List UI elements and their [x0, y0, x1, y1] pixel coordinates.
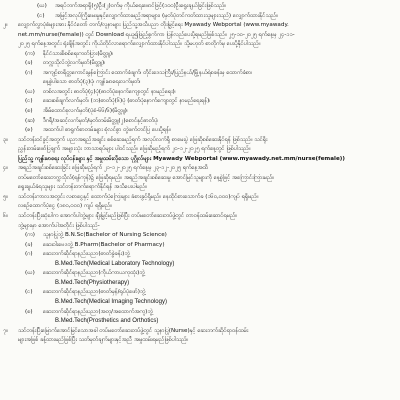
text-line — [0, 279, 400, 289]
text-line — [0, 97, 400, 107]
text-line — [0, 12, 400, 22]
line-text: လျှောက်လွှာပုံစံများအား နိုင်ငံတော် တက်/လူနာများ ပြည်သူ့အသိပညာ တိုးမြှင့်ရေး Myawady Webportal (www.myawady. — [18, 22, 289, 29]
line-text: သင်တန်းပြီးမြောက်အောင်မြင်သောအခါ တပ်မတော်ဆေးတပ်ဖွဲ့တွင် သူနာပြု(Nurse)နှင့် ဆေးဘက်ဆိုင်ရာဝန်ထမ်း — [18, 327, 249, 334]
text-line — [0, 250, 400, 260]
line-text: တပ်မတော်ဆေးတက္ကသိုလ်(ရန်ကုန်)၌ ဖြေဆိုရမည်။ အရည်အချင်းစစ်ဆေးမှု အောင်မြင်သူများကို နေ့စွဲဖြင့် အကြောင်းကြားမည်။ — [18, 174, 275, 181]
line-label: (စ) — [25, 108, 33, 115]
line-label: ၇။ — [3, 327, 8, 334]
text-line — [0, 212, 400, 222]
text-line — [0, 145, 400, 155]
line-text: များအဖြစ် ခန့်ထားမည်ဖြစ်ပြီး သတ်မှတ်ချက်များနှင့်အညီ အမှုထမ်းရမည်ဖြစ်ပါသည်။ — [18, 337, 189, 344]
text-line — [0, 202, 400, 212]
text-line — [0, 288, 400, 298]
line-text: ပြည်သူ့ ကျန်းမာရေး လုပ်ငန်းများ နှင့် အမှုထမ်းလိုသော ပုဂ္ဂိုလ်များ Myawady Webportal (www.myawady.net.mm/nurse(female)) — [18, 155, 345, 162]
line-text: ဆေးဘက်ဆိုင်ရာနည်းပညာ(ဓာတ်ခွဲခန်း)ဘွဲ့ — [43, 251, 130, 258]
line-label: (ဃ) — [25, 270, 35, 277]
line-label: (ဇ) — [25, 127, 33, 134]
text-line — [0, 117, 400, 127]
line-label: (ဂ) — [25, 69, 33, 76]
line-text: net.mm/nurse(female)) တွင် Download ရယူ၍ဖြည့်စွက်ကာ ပြန်လည်ပေးပို့ရမည်ဖြစ်သည်။ ၂၅-၁၀-၂၀၂၅ ရက်နေ့မှ ၂၄-၁၁- — [18, 31, 295, 38]
text-line — [0, 241, 400, 251]
line-text: နိုင်ငံသားစိစစ်ရေးကတ်ပြား(မိတ္တူ)၊ — [43, 50, 113, 57]
line-text: တစ်လအတွင်း ဓာတ်ပုံ(၄)ပုံ(ဓာတ်ပုံနောက်ကျောတွင် နာမည်ရေး)၊ — [43, 88, 176, 95]
line-text: အကျင့်စာရိတ္တကောင်းမွန်ကြောင်း ထောက်ခံချက်၊ တိုင်းဒေသကြီး/ပြည်နယ်/မြို့နယ်ရဲစခန်းမှ ထောက်ခံစာ၊ — [43, 69, 253, 76]
line-text: အရပ်ဘက်အရာရှိ(၅)ဦး(၂)ဝက်မှ ကိုယ်ရေးဖောင်ဖြင့်(၁၀၀)ဦးရွေးချယ်ခြင်းဖြစ်သည်။ — [55, 3, 227, 9]
line-text: နေ့စွဲပါသော ဓာတ်ပုံ(၃)ပုံ၊ ကျန်းမာရေးလက်မှတ်၊ — [43, 79, 141, 86]
line-text: အမြင့်အလုပ်ကြိုးမေးမှုနှင့်လျှောက်ထားမည့်အရာများ၊ (မှတ်ပုံတင်ကတ်ထားသူများသည်) လျှောက်ထားနိုင်သည်။ — [55, 12, 278, 19]
text-line — [0, 222, 400, 232]
line-text: ညွှန်းတမ်းဖော်ပြချက် အများသုံး ဘာသာရပ်များ ပါဝင်သည်။ ဖြေဆိုမည့်ရက် ၂၀-၁၂-၂၀၂၅ ရက်နေ့တွင် ဖြစ်ပါသည်။ — [18, 146, 251, 153]
line-label: (ဂ) — [25, 251, 33, 258]
line-text: အရည်အချင်းစစ်ဆေးခြင်း ဖြေဆိုမည့်ရက် ၂၁-၁၂-၂၀၂၅ ရက်နေ့မှ ၂၃-၁၂-၂၀၂၅ ရက်နေ့အထိ — [18, 165, 209, 172]
line-text: သင်တန်းဝင်ခွင့်အတွက် ပညာအရည်အချင်း စစ်ဆေးမည့်ရက် အလုပ်လက်ရှိ စာမေးပွဲ ဖြေဆိုစစ်ဆေးနိုင်ရန် ဖြစ်သည်။ သင်ရိုး — [18, 136, 268, 143]
line-label: (င) — [25, 289, 33, 296]
line-text: လစဉ်ထောက်ပံ့ငွေ (၁၈၀,၀၀၀) ကျပ် ရရှိမည်။ — [18, 203, 113, 210]
line-text: ဆေးဝါးဗေဒဘွဲ့ B.Pharm(Bachelor of Pharmacy) — [43, 241, 165, 248]
line-text: အထက်ပါ စာရွက်စာတမ်းများ စုံလင်စွာ တွဲဖက်တင်ပြ ပေးပို့ရန်။ — [43, 127, 171, 134]
line-label: ၃။ — [3, 136, 8, 143]
text-line — [0, 126, 400, 136]
text-line — [0, 193, 400, 203]
text-line — [0, 231, 400, 241]
line-text: ဆေးစစ်ချက်လက်မှတ်၊ (ဘ)ဓာတ်ပုံ(၆)ပုံ (ဓာတ်ပုံနောက်ကျောတွင် နာမည်ရေးရန်)၊ — [43, 98, 211, 105]
text-line — [0, 50, 400, 60]
text-line — [0, 31, 400, 41]
text-line — [0, 88, 400, 98]
line-label: ၂။ — [3, 22, 8, 29]
line-text: ဆေးဘက်ဆိုင်ရာနည်းပညာ(အတု/အထောက်အကူ)ဘွဲ့ — [43, 308, 153, 315]
line-label: (စ) — [25, 308, 33, 315]
line-text: B.Med.Tech(Physiotherapy) — [55, 279, 130, 286]
line-label: (က) — [25, 50, 35, 57]
line-label: (င) — [37, 12, 45, 19]
line-label: ၆။ — [3, 213, 8, 220]
text-line — [0, 174, 400, 184]
text-line — [0, 308, 400, 318]
text-line — [0, 155, 400, 165]
line-text: ဒီဂရီ/အဆင့်လက်မှတ်/မှတ်တမ်းမိတ္တူ(၂)စောင်နှင့်ဓာတ်ပုံ၊ — [43, 117, 159, 124]
line-text: ဆေးဘက်ဆိုင်ရာနည်းပညာ(ကိုယ်ကာယကုထုံး)ဘွဲ့ — [43, 270, 145, 277]
line-text: ၂၀၂၅ ရက်နေ့အတွင်း ရုံးချိန်အတွင်း ကိုယ်တိုင်လာရောက်လျှောက်ထားနိုင်ပါသည်။ သို့မဟုတ် စာတိုက်မှ ပေးပို့နိုင်ပါသည်။ — [18, 41, 261, 48]
line-label: (င) — [25, 98, 33, 105]
line-label: (က) — [25, 232, 35, 239]
text-line — [0, 336, 400, 346]
line-label: (ဃ) — [25, 88, 35, 95]
line-text: တက္ကသိုလ်ဘွဲ့လက်မှတ်(မိတ္တူ)၊ — [43, 60, 106, 67]
line-label: ၄။ — [3, 165, 8, 172]
line-text: အိမ်ထောင်စုလက်မှတ်(ပုံစံ-၆၆/၆)(မိတ္တူ)၊ — [43, 108, 128, 115]
line-text: B.Med.Tech(Medical Imaging Technology) — [55, 298, 168, 305]
line-text: ဘွဲ့များမှာ အောက်ပါအတိုင်း ဖြစ်ပါသည်- — [18, 222, 100, 229]
text-line — [0, 269, 400, 279]
text-line — [0, 183, 400, 193]
text-line — [0, 40, 400, 50]
line-text: ဆေးဘက်ဆိုင်ရာနည်းပညာ(ဓာတ်မှန်/ရုပ်ပုံဖော်)ဘွဲ့ — [43, 289, 146, 296]
line-label: (ဃ) — [37, 3, 47, 9]
text-line — [0, 69, 400, 79]
line-text: သူနာပြုဘွဲ့ B.N.Sc(Bachelor of Nursing Science) — [43, 232, 167, 239]
text-line — [0, 298, 400, 308]
line-text: B.Med.Tech(Medical Laboratory Technology) — [55, 260, 175, 267]
line-label: (ဆ) — [25, 117, 35, 124]
line-label: (ခ) — [25, 241, 33, 248]
line-text: B.Med.Tech(Prosthetics and Orthotics) — [55, 318, 159, 325]
line-text: သင်တန်းကာလအတွင်း လစာငွေနှင့် ထောက်ပံ့ကြေးများ ခံစားခွင့်ရှိမည်။ နေထိုင်စားသောက်ခ (၁၆၀,၀၀၀)ကျပ် ရရှိမည်။ — [18, 193, 259, 200]
text-line — [0, 164, 400, 174]
text-line — [0, 59, 400, 69]
text-line — [0, 317, 400, 327]
text-line — [0, 107, 400, 117]
text-line — [0, 78, 400, 88]
line-label: (ခ) — [25, 60, 33, 67]
text-line — [0, 136, 400, 146]
line-text: သင်တန်းပြီးဆုံးပါက အောက်ပါဘွဲ့များ ချီးမြှင့်မည်ဖြစ်ပြီး တပ်မတော်ဆေးတပ်ဖွဲ့တွင် တာဝန်ထမ်းဆောင်ရမည်။ — [18, 213, 238, 220]
text-line — [0, 21, 400, 31]
text-line — [0, 2, 400, 12]
text-line — [0, 260, 400, 270]
line-text: ရွေးချယ်ခံရသူများ သင်တန်းတက်ရောက်နိုင်ရန် အသိပေးပါမည်။ — [18, 184, 147, 191]
text-line — [0, 327, 400, 337]
line-label: ၅။ — [3, 193, 8, 200]
